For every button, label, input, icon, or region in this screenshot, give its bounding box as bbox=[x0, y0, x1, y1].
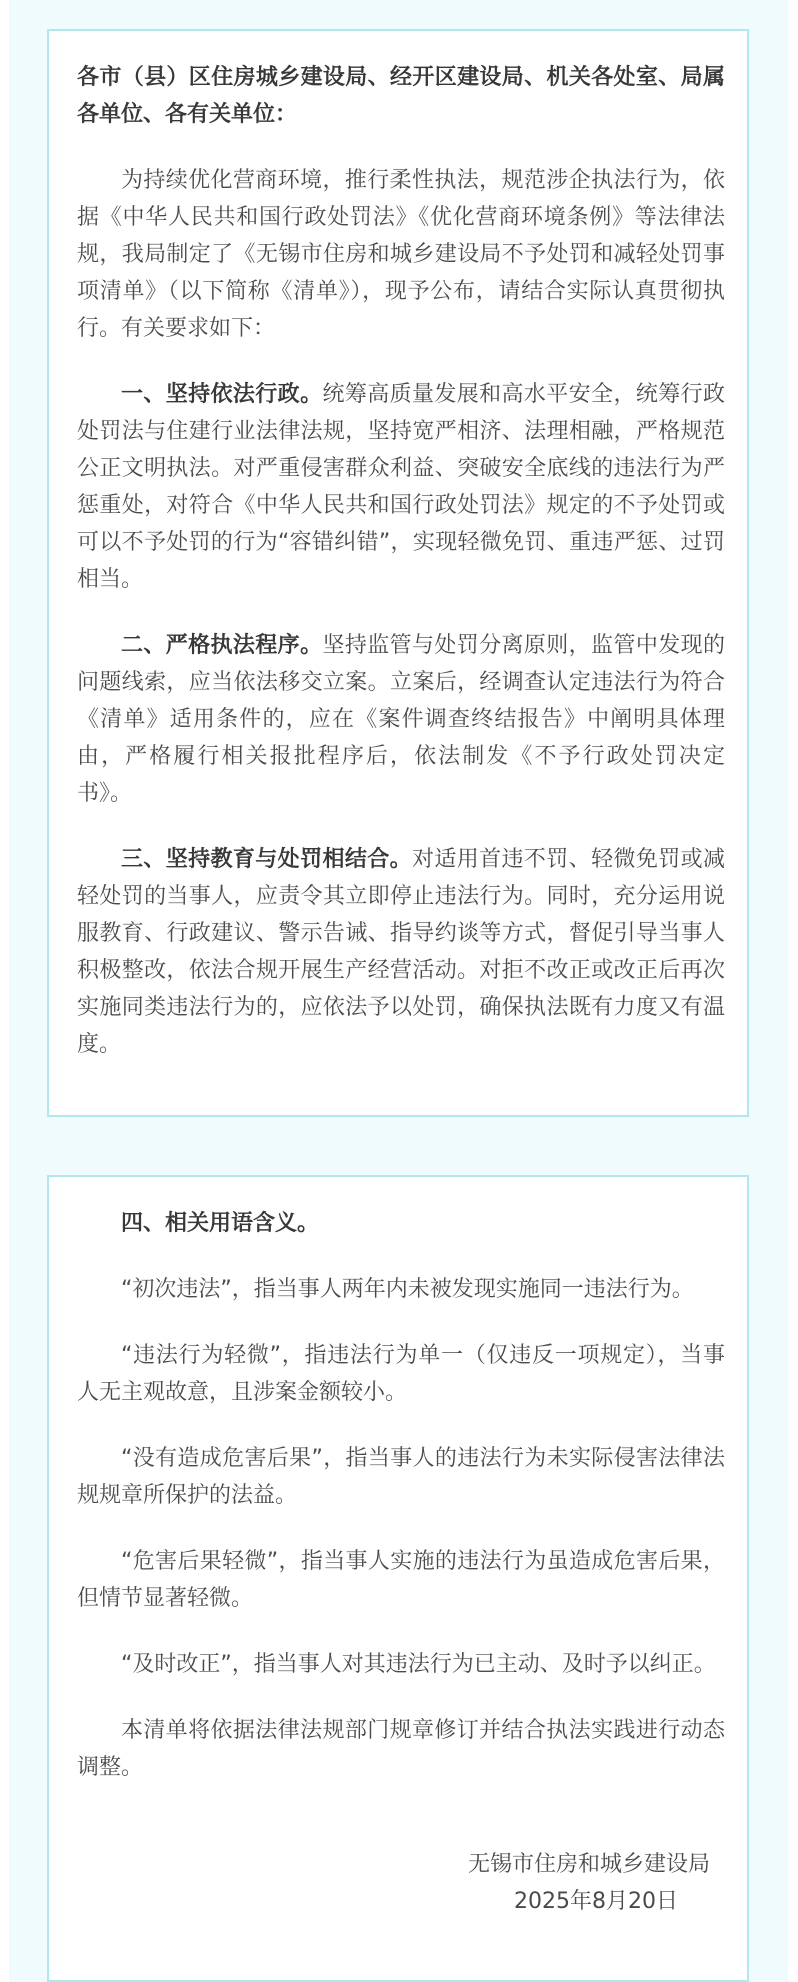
definition-minor-harm: “危害后果轻微”，指当事人实施的违法行为虽造成危害后果，但情节显著轻微。 bbox=[77, 1549, 725, 1611]
definition-first-violation: “初次违法”，指当事人两年内未被发现实施同一违法行为。 bbox=[121, 1277, 694, 1302]
section-2-title: 二、严格执法程序。 bbox=[121, 633, 323, 658]
section-1-title: 一、坚持依法行政。 bbox=[121, 382, 323, 407]
section-3-body: 对适用首违不罚、轻微免罚或减轻处罚的当事人，应责令其立即停止违法行为。同时，充分运用说服教育、行政建议、警示告诫、指导约谈等方式，督促引导当事人积极整改，依法合规开展生产经营活动。对拒不改正或改正后再次实施同类违法行为的，应依法予以处罚，确保执法既有力度又有温度。 bbox=[77, 847, 725, 1057]
section-2-paragraph bbox=[77, 627, 725, 812]
definition-no-harm: “没有造成危害后果”，指当事人的违法行为未实际侵害法律法规规章所保护的法益。 bbox=[77, 1446, 725, 1508]
section-2-body: 坚持监管与处罚分离原则，监管中发现的问题线索，应当依法移交立案。立案后，经调查认定违法行为符合《清单》适用条件的，应在《案件调查终结报告》中阐明具体理由，严格履行相关报批程序后，依法制发《不予行政处罚决定书》。 bbox=[77, 633, 725, 806]
definition-minor-violation: “违法行为轻微”，指违法行为单一（仅违反一项规定），当事人无主观故意，且涉案金额较小。 bbox=[77, 1343, 725, 1405]
intro-paragraph: 为持续优化营商环境，推行柔性执法，规范涉企执法行为，依据《中华人民共和国行政处罚法》《优化营商环境条例》等法律法规，我局制定了《无锡市住房和城乡建设局不予处罚和减轻处罚事项清单》（以下简称《清单》），现予公布，请结合实际认真贯彻执行。有关要求如下： bbox=[77, 168, 725, 341]
notice-card-terms bbox=[47, 1175, 749, 1982]
section-3-paragraph bbox=[77, 841, 725, 1063]
section-3-title: 三、坚持教育与处罚相结合。 bbox=[121, 847, 412, 872]
definition-timely-correction: “及时改正”，指当事人对其违法行为已主动、及时予以纠正。 bbox=[121, 1652, 716, 1677]
notice-card-main bbox=[47, 29, 749, 1117]
dynamic-adjustment-note: 本清单将依据法律法规部门规章修订并结合执法实践进行动态调整。 bbox=[77, 1718, 725, 1780]
section-1-paragraph bbox=[77, 376, 725, 598]
section-4-title: 四、相关用语含义。 bbox=[121, 1211, 320, 1236]
issuer-name: 无锡市住房和城乡建设局 bbox=[467, 1852, 710, 1877]
issue-date: 2025年8月20日 bbox=[514, 1889, 678, 1914]
article-background bbox=[9, 0, 788, 1982]
section-1-body: 统筹高质量发展和高水平安全，统筹行政处罚法与住建行业法律法规，坚持宽严相济、法理相融，严格规范公正文明执法。对严重侵害群众利益、突破安全底线的违法行为严惩重处，对符合《中华人民共和国行政处罚法》规定的不予处罚或可以不予处罚的行为“容错纠错”，实现轻微免罚、重违严惩、过罚相当。 bbox=[77, 382, 725, 592]
signature-block bbox=[77, 1846, 725, 1920]
salutation: 各市（县）区住房城乡建设局、经开区建设局、机关各处室、局属各单位、各有关单位： bbox=[77, 65, 725, 127]
